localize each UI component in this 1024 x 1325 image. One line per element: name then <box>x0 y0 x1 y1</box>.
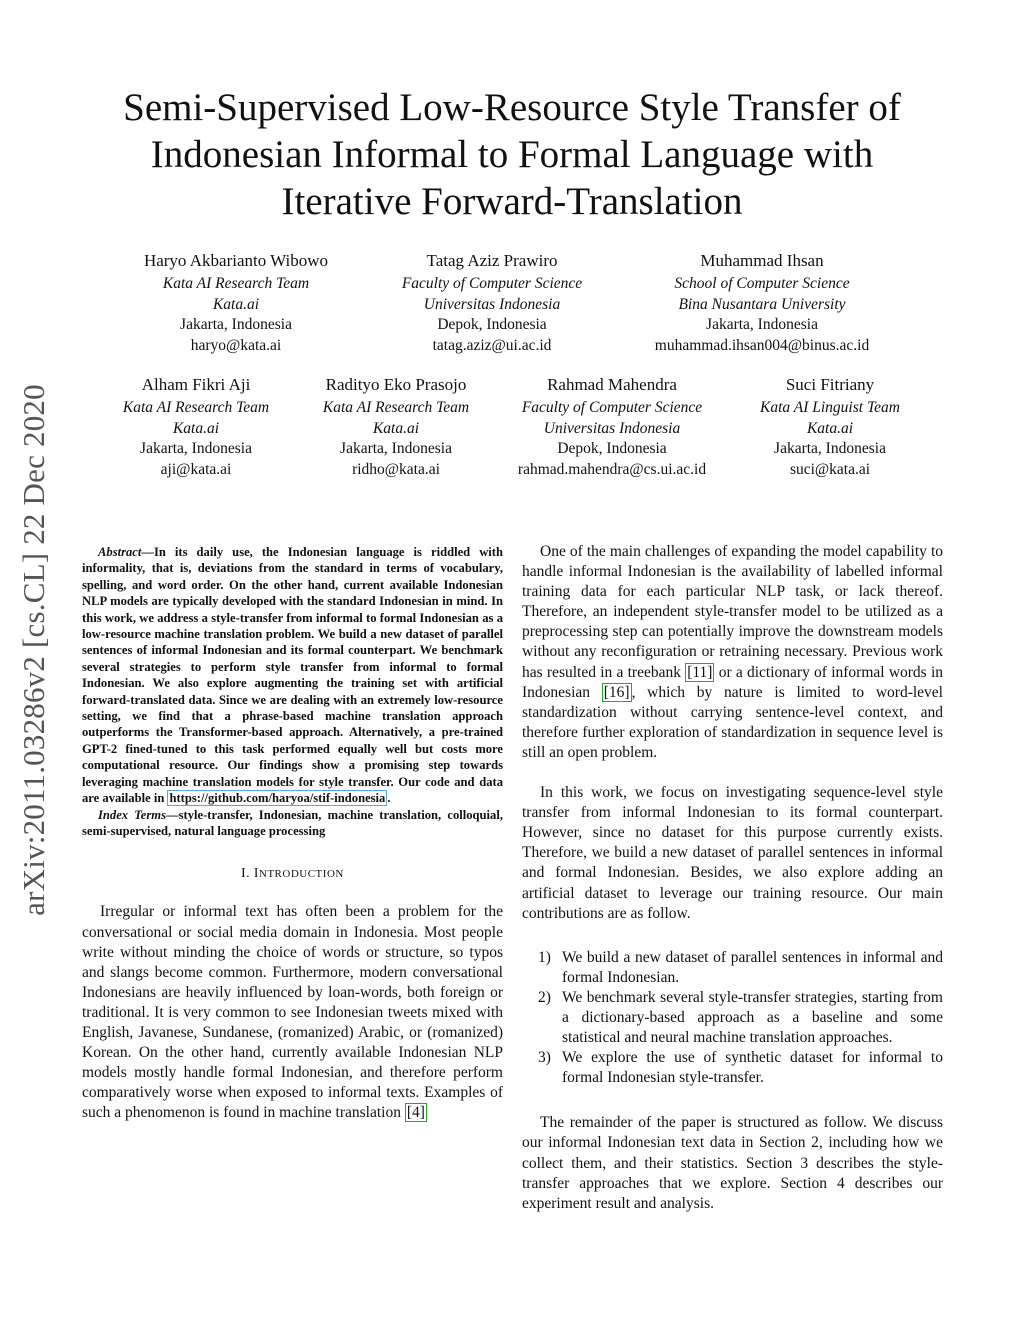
author-block <box>632 250 892 356</box>
left-column <box>82 544 503 1123</box>
author-location: Jakarta, Indonesia <box>774 440 886 457</box>
section-title-initial: I <box>253 865 259 881</box>
list-text: We benchmark several style-transfer strategies, starting from a dictionary-based approach as a baseline and some statistical and neural machine translation approaches. <box>562 988 943 1047</box>
paragraph-text: , which by nature is limited to word-level standardization without carrying sentence-level context, and therefore further exploration of standardization in sequence level is still an open problem. <box>522 683 943 761</box>
author-name: Haryo Akbarianto Wibowo <box>143 251 329 270</box>
author-location: Jakarta, Indonesia <box>340 440 452 457</box>
title-line-2: Indonesian Informal to Formal Language with <box>150 133 874 176</box>
author-affiliation: Kata AI Linguist Team <box>760 399 900 416</box>
citation-link[interactable]: [16] <box>603 683 630 701</box>
citation-link[interactable]: [11] <box>687 663 713 681</box>
paragraph-remainder: The remainder of the paper is structured as follow. We discuss our informal Indonesian text data in Section 2, including how we collect them, and their statistics. Section 3 describes the style-transfer approaches that we explore. Section 4 describes our experiment result and analysis. <box>522 1114 943 1212</box>
list-item <box>538 1048 943 1088</box>
title-line-3: Iterative Forward-Translation <box>281 180 743 223</box>
title-line-1: Semi-Supervised Low-Resource Style Transfer of <box>123 86 901 129</box>
abstract <box>82 544 503 807</box>
paragraph-text: or a dictionary of informal words in Indonesian <box>522 663 943 701</box>
author-email: haryo@kata.ai <box>190 336 282 354</box>
abstract-end: . <box>387 791 391 806</box>
author-organization: Kata.ai <box>372 419 420 437</box>
paragraph-challenges <box>522 542 943 763</box>
author-affiliation: Kata AI Research Team <box>322 399 470 416</box>
paragraph-this-work: In this work, we focus on investigating sequence-level style transfer from informal Indonesian to its formal counterpart. However, since no dataset for this purpose currently exists. Therefore, we build a new dataset of parallel sentences in informal and formal Indonesian. Besides, we also explore adding an artificial dataset to leverage our training resource. Our main contributions are as follow. <box>522 784 943 922</box>
author-affiliation: School of Computer Science <box>674 275 850 292</box>
list-number: 1) <box>538 948 551 966</box>
author-email: tatag.aziz@ui.ac.id <box>432 336 552 354</box>
arxiv-identifier: arXiv:2011.03286v2 [cs.CL] 22 Dec 2020 <box>16 384 51 916</box>
author-name: Alham Fikri Aji <box>141 375 251 394</box>
code-link[interactable]: https://github.com/haryoa/stif-indonesia <box>169 791 386 806</box>
author-affiliation: Faculty of Computer Science <box>401 275 583 292</box>
author-affiliation: Kata AI Research Team <box>162 275 310 292</box>
arxiv-sidebar <box>4 350 64 950</box>
author-name: Tatag Aziz Prawiro <box>426 251 558 270</box>
abstract-label: Abstract <box>98 545 142 559</box>
author-block <box>730 374 930 480</box>
list-item <box>538 988 943 1048</box>
author-affiliation: Kata AI Research Team <box>122 399 270 416</box>
list-number: 3) <box>538 1049 551 1067</box>
section-heading-introduction <box>82 863 503 884</box>
author-organization: Kata.ai <box>806 419 854 437</box>
author-location: Depok, Indonesia <box>437 316 547 333</box>
author-location: Depok, Indonesia <box>557 440 667 457</box>
author-organization: Universitas Indonesia <box>423 295 561 313</box>
author-location: Jakarta, Indonesia <box>140 440 252 457</box>
author-name: Radityo Eko Prasojo <box>325 375 467 394</box>
list-item <box>538 948 943 988</box>
section-number: I. <box>241 865 251 881</box>
paragraph-text: One of the main challenges of expanding the model capability to handle informal Indonesian is the availability of labelled informal training data for each particular NLP task, or lack thereof. Therefore, an independent style-transfer model to be utilized as a preprocessing step can potentially improve the downstream models without any reconfiguration or retraining necessary. Previous work has resulted in a treebank <box>522 543 943 681</box>
intro-text: Irregular or informal text has often been a problem for the conversational or social media domain in Indonesia. Most people write without minding the choice of words or structure, so typos and slangs become common. Furthermore, modern conversational Indonesians are heavily influenced by loan-words, both foreign or traditional. It is very common to see Indonesian tweets mixed with English, Javanese, Sundanese, (romanized) Arabic, or (romanized) Korean. On the other hand, currently available Indonesian NLP models mostly handle formal Indonesian, and therefore perform comparatively worse when exposed to informal texts. Examples of such a phenomenon is found in machine translation <box>82 903 503 1122</box>
author-organization: Bina Nusantara University <box>678 295 846 313</box>
author-email: rahmad.mahendra@cs.ui.ac.id <box>517 460 707 478</box>
right-column <box>522 542 943 1214</box>
author-affiliation: Faculty of Computer Science <box>521 399 703 416</box>
author-email: aji@kata.ai <box>160 460 232 478</box>
citation-link[interactable]: [4] <box>406 1104 425 1122</box>
author-email: muhammad.ihsan004@binus.ac.id <box>654 336 870 354</box>
author-name: Rahmad Mahendra <box>547 375 677 394</box>
author-location: Jakarta, Indonesia <box>706 316 818 333</box>
paper-title <box>80 84 944 225</box>
author-block <box>116 250 356 356</box>
list-text: We explore the use of synthetic dataset for informal to formal Indonesian style-transfer. <box>562 1049 943 1087</box>
author-name: Suci Fitriany <box>785 375 875 394</box>
index-terms <box>82 807 503 840</box>
author-block <box>296 374 496 480</box>
list-number: 2) <box>538 988 551 1006</box>
list-text: We build a new dataset of parallel sentences in informal and formal Indonesian. <box>562 948 943 986</box>
author-location: Jakarta, Indonesia <box>180 316 292 333</box>
author-organization: Universitas Indonesia <box>543 419 681 437</box>
section-title-rest: NTRODUCTION <box>258 868 344 881</box>
abstract-text: —In its daily use, the Indonesian language is riddled with informality, that is, deviations from the standard in terms of vocabulary, spelling, and word order. On the other hand, current available Indonesian NLP models are typically developed with the standard Indonesian in mind. In this work, we address a style-transfer from informal to formal Indonesian as a low-resource machine translation problem. We build a new dataset of parallel sentences of informal Indonesian and its formal counterpart. We benchmark several strategies to perform style transfer from informal to formal Indonesian. We also explore augmenting the training set with artificial forward-translated data. Since we are dealing with an extremely low-resource setting, we find that a phrase-based machine translation approach outperforms the Transformer-based approach. Alternatively, a pre-trained GPT-2 fined-tuned to this task performed equally well but costs more computational resource. Our findings show a promising step towards leveraging machine translation models for style transfer. Our code and data are available in <box>82 545 503 806</box>
author-block <box>96 374 296 480</box>
author-name: Muhammad Ihsan <box>700 251 824 270</box>
index-terms-text: —style-transfer, Indonesian, machine translation, colloquial, semi-supervised, natural language processing <box>82 807 503 838</box>
index-terms-label: Index Terms <box>98 807 166 822</box>
author-block <box>372 250 612 356</box>
contributions-list <box>522 948 943 1089</box>
author-block <box>502 374 722 480</box>
intro-paragraph <box>82 902 503 1123</box>
author-organization: Kata.ai <box>172 419 220 437</box>
author-email: suci@kata.ai <box>789 460 871 478</box>
author-organization: Kata.ai <box>212 295 260 313</box>
author-email: ridho@kata.ai <box>352 460 440 478</box>
